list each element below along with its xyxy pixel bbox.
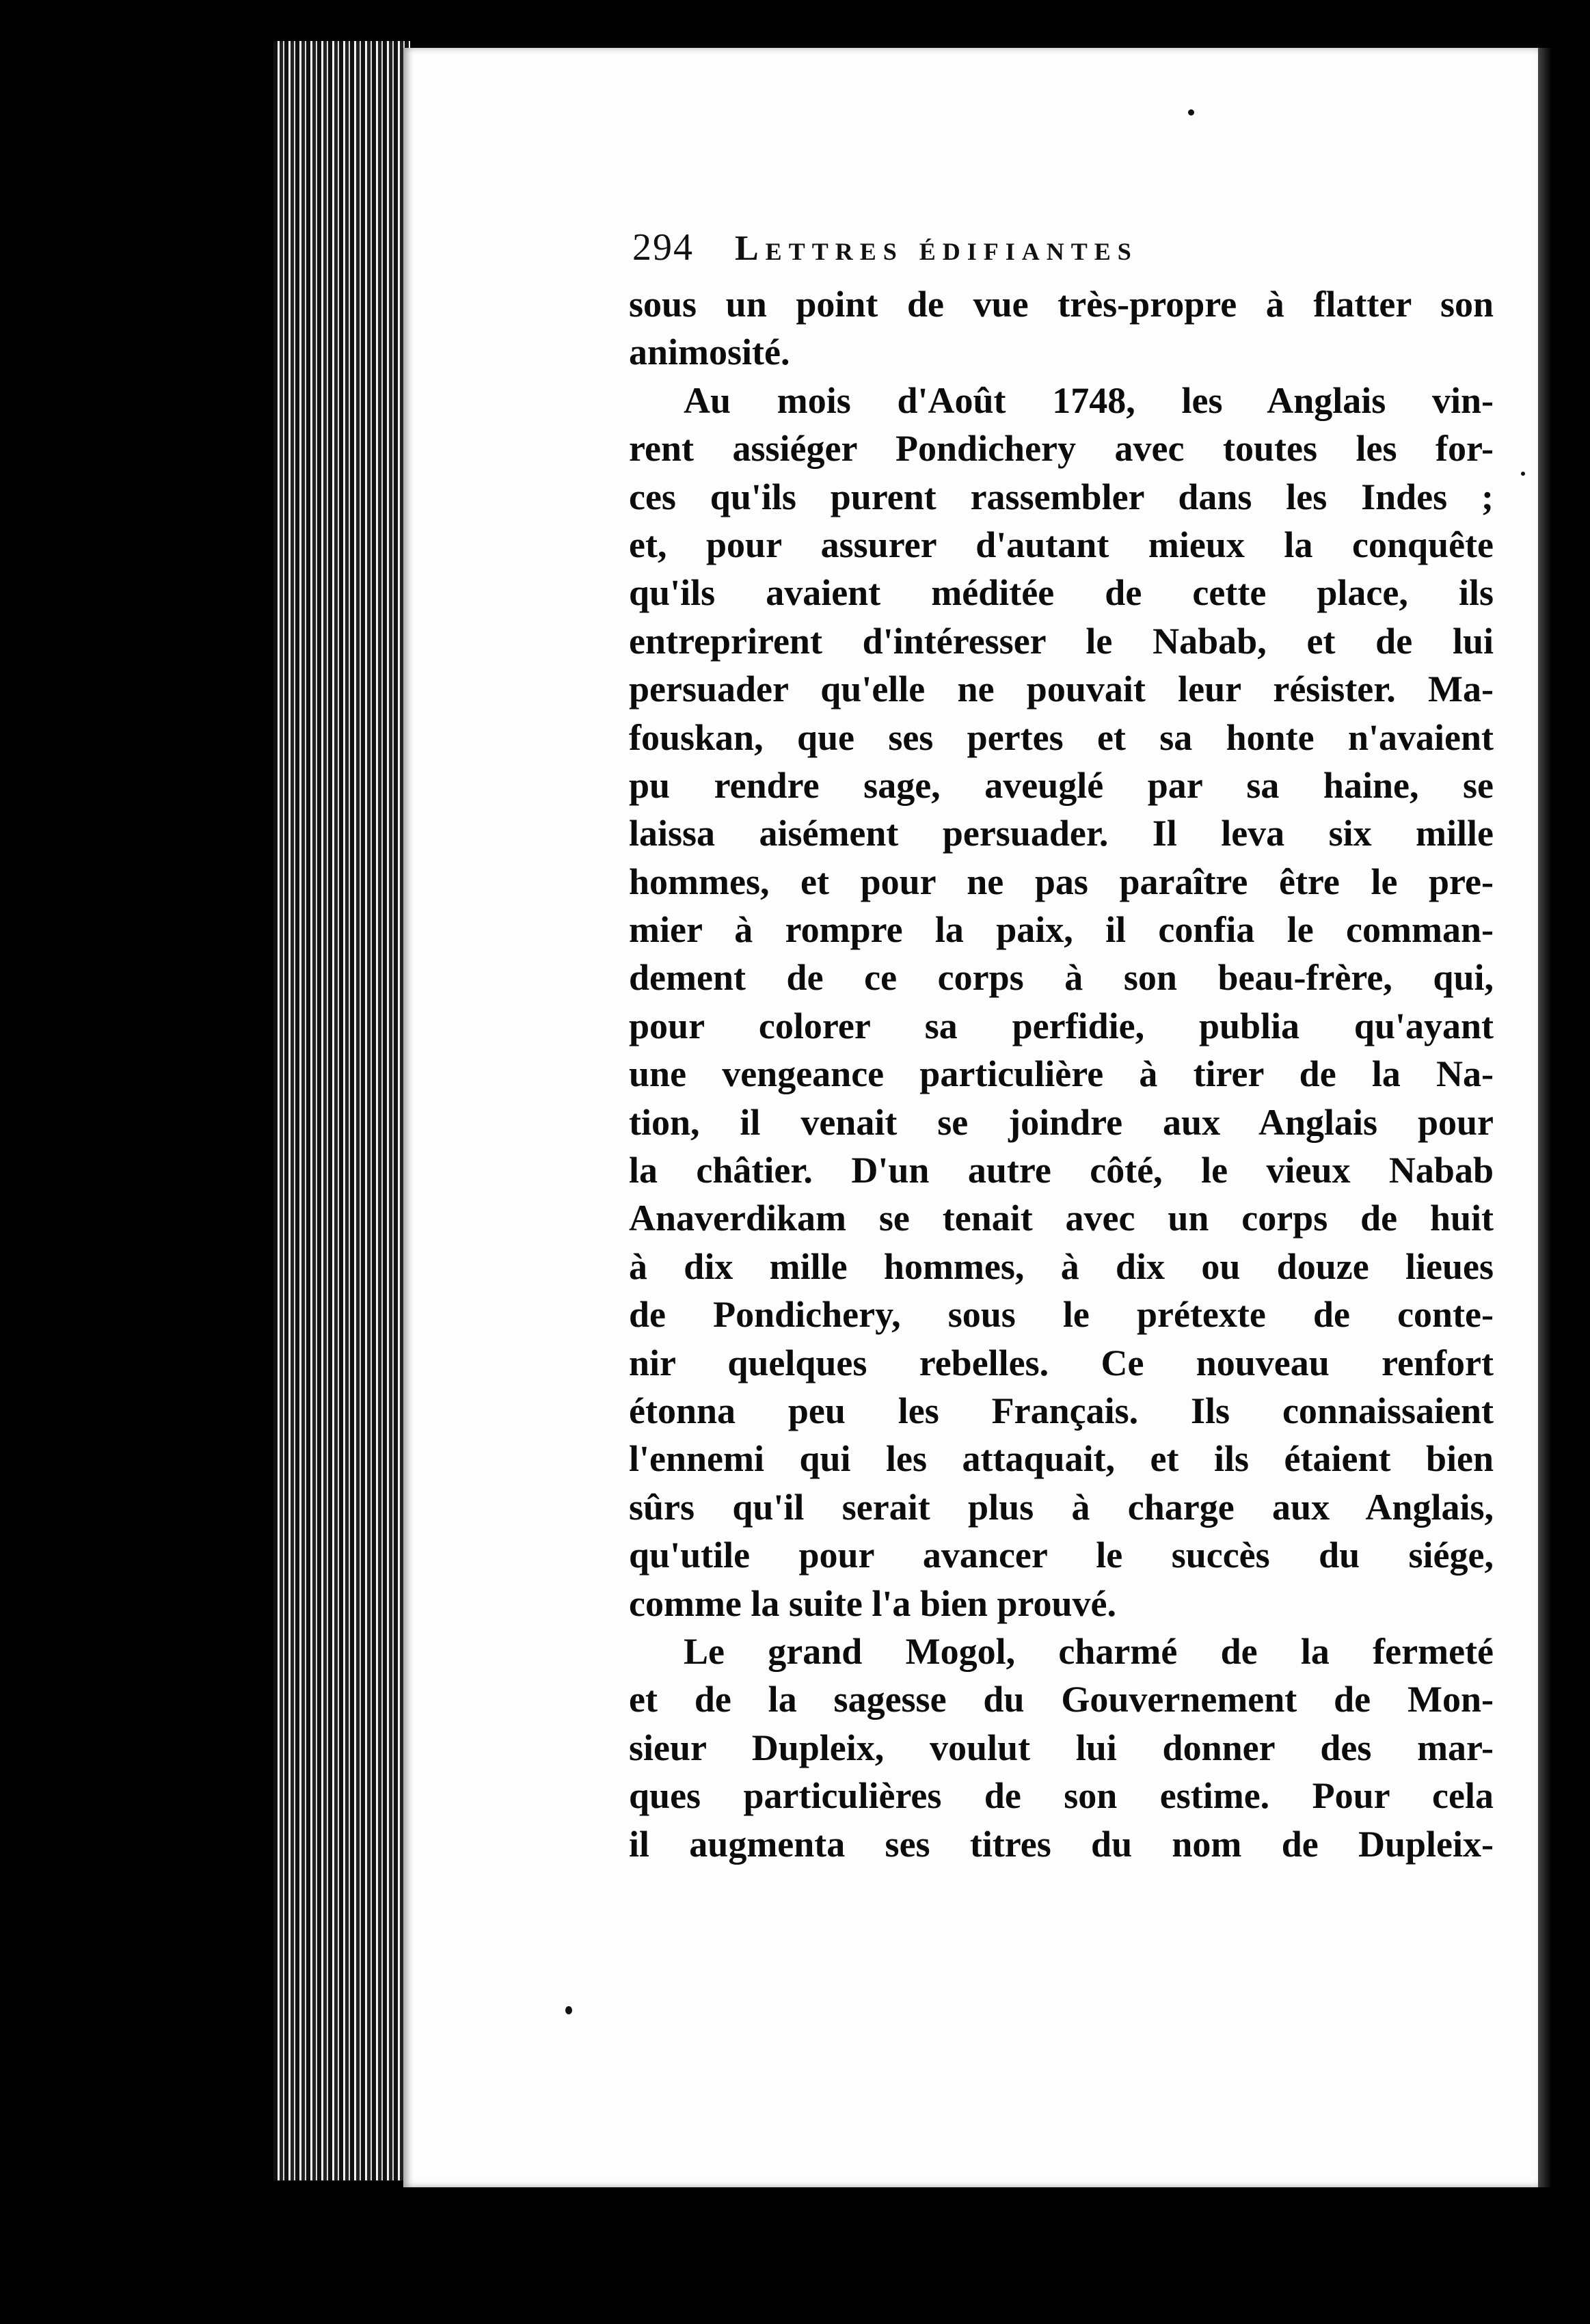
- text-line: pour colorer sa perfidie, publia qu'ayant: [629, 1005, 1494, 1046]
- running-title: Lettres édifiantes: [735, 229, 1138, 268]
- text-line: une vengeance particulière à tirer de la Na-: [629, 1053, 1494, 1095]
- text-line: étonna peu les Français. Ils connaissaient: [629, 1390, 1494, 1431]
- text-line: mier à rompre la paix, il confia le comman-: [629, 909, 1494, 951]
- text-line: la châtier. D'un autre côté, le vieux Nabab: [629, 1150, 1494, 1191]
- text-line: Anaverdikam se tenait avec un corps de huit: [629, 1198, 1494, 1239]
- text-line: sieur Dupleix, voulut lui donner des mar-: [629, 1727, 1494, 1768]
- book-page-edges: [273, 41, 410, 2180]
- ink-speck: [1521, 472, 1525, 476]
- text-line: dement de ce corps à son beau-frère, qui,: [629, 957, 1494, 999]
- text-line: laissa aisément persuader. Il leva six mille: [629, 813, 1494, 854]
- ink-speck: [565, 2006, 572, 2014]
- text-line: nir quelques rebelles. Ce nouveau renfort: [629, 1342, 1494, 1383]
- text-line: à dix mille hommes, à dix ou douze lieues: [629, 1245, 1494, 1287]
- text-line: Au mois d'Août 1748, les Anglais vin-: [684, 379, 1494, 421]
- text-line: persuader qu'elle ne pouvait leur résister. Ma-: [629, 668, 1494, 710]
- text-line: fouskan, que ses pertes et sa honte n'avaient: [629, 716, 1494, 758]
- page-number: 294: [632, 226, 694, 269]
- ink-speck: [1188, 109, 1194, 116]
- text-line: il augmenta ses titres du nom de Dupleix-: [629, 1823, 1494, 1865]
- text-line: l'ennemi qui les attaquait, et ils étaient bien: [629, 1438, 1494, 1480]
- text-line: ques particulières de son estime. Pour cela: [629, 1775, 1494, 1817]
- text-line: rent assiéger Pondichery avec toutes les for-: [629, 428, 1494, 470]
- text-line: sous un point de vue très-propre à flatter son: [629, 284, 1494, 325]
- text-line: pu rendre sage, aveuglé par sa haine, se: [629, 764, 1494, 806]
- body-text: [629, 280, 1494, 1868]
- text-line: Le grand Mogol, charmé de la fermeté: [684, 1630, 1494, 1672]
- page-right-edge: [1538, 48, 1552, 2187]
- text-line: hommes, et pour ne pas paraître être le pre-: [629, 861, 1494, 902]
- text-line: qu'ils avaient méditée de cette place, ils: [629, 572, 1494, 614]
- text-line: et de la sagesse du Gouvernement de Mon-: [629, 1679, 1494, 1720]
- text-line: et, pour assurer d'autant mieux la conquête: [629, 524, 1494, 565]
- text-line: tion, il venait se joindre aux Anglais pour: [629, 1101, 1494, 1143]
- text-line: qu'utile pour avancer le succès du siége,: [629, 1535, 1494, 1576]
- text-line: entreprirent d'intéresser le Nabab, et de lui: [629, 620, 1494, 662]
- running-head: [632, 226, 1316, 280]
- text-line: de Pondichery, sous le prétexte de conte-: [629, 1294, 1494, 1336]
- text-line: ces qu'ils purent rassembler dans les Indes ;: [629, 476, 1494, 517]
- text-line: sûrs qu'il serait plus à charge aux Anglais,: [629, 1486, 1494, 1528]
- text-line: animosité.: [629, 332, 790, 373]
- text-line: comme la suite l'a bien prouvé.: [629, 1582, 1116, 1624]
